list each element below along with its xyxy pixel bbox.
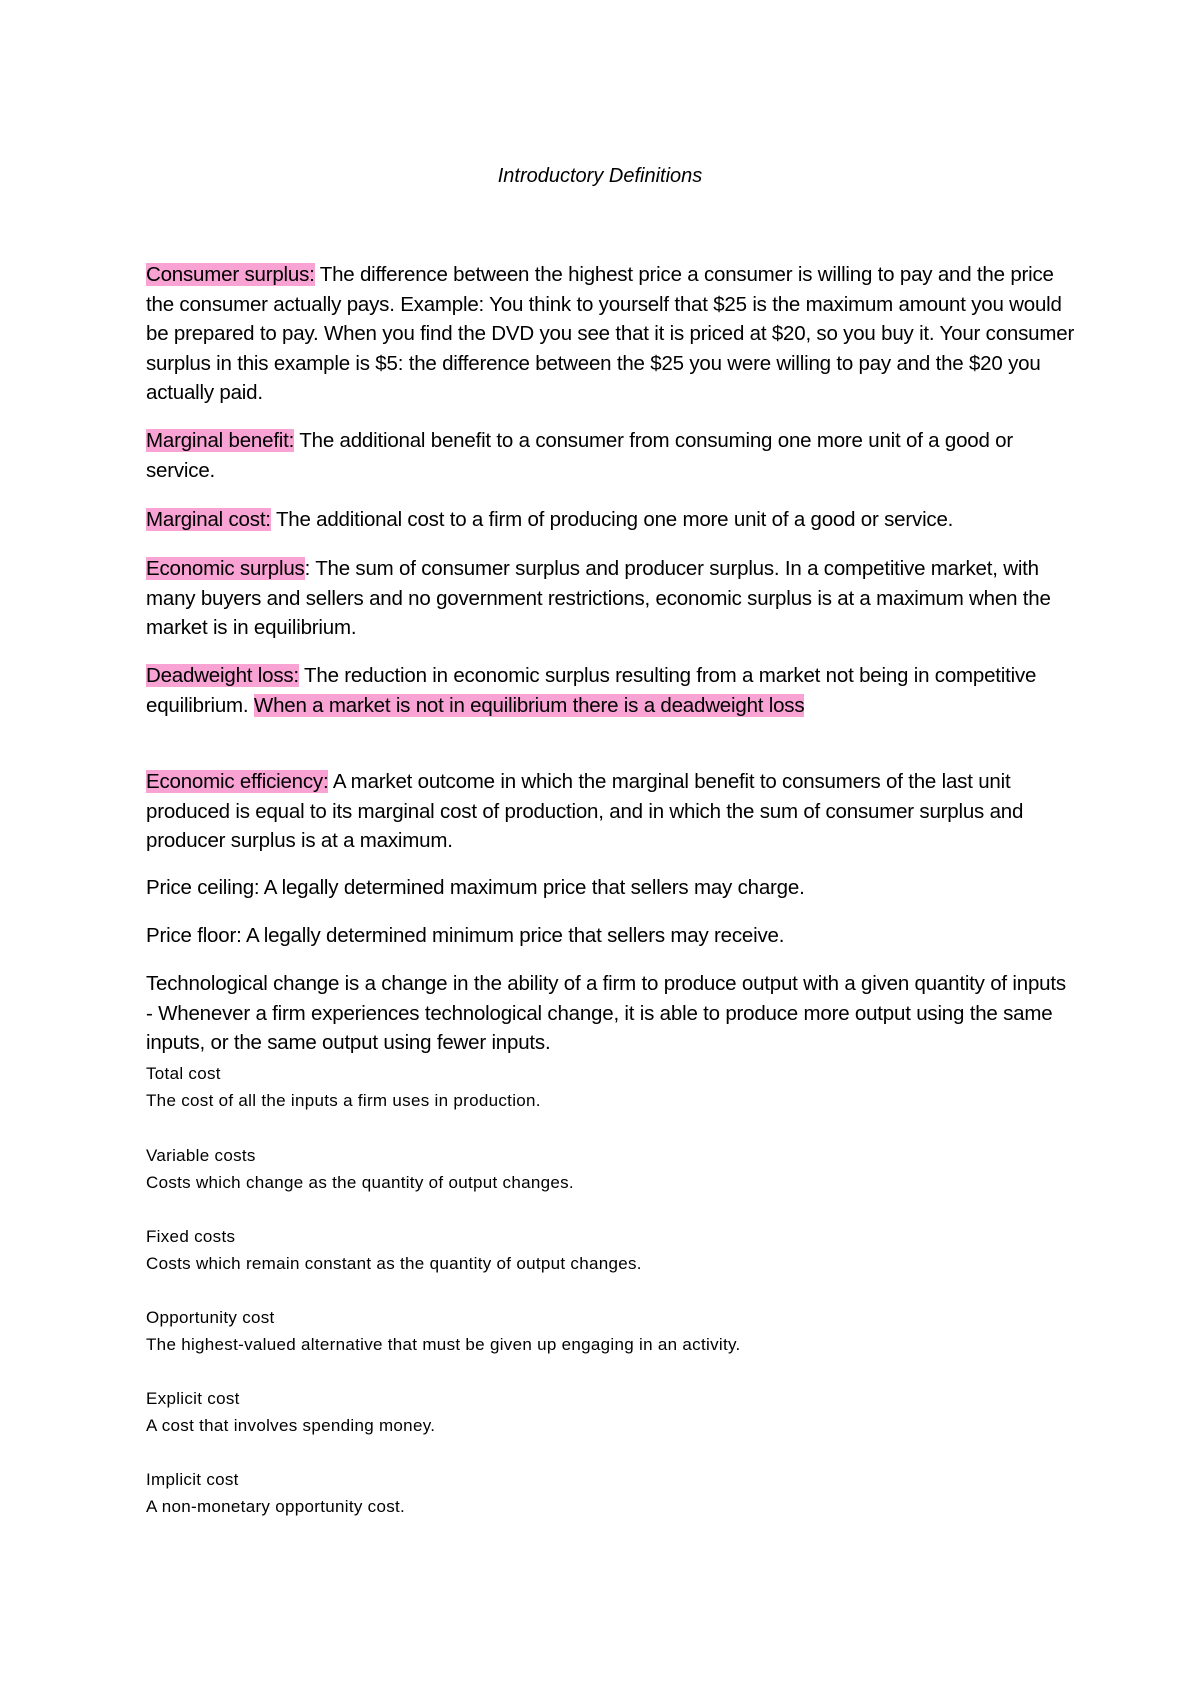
term-highlight: Consumer surplus: xyxy=(146,263,315,286)
cost-term: Implicit cost xyxy=(146,1470,239,1489)
definition-text: A market outcome in which the marginal benefit to consumers of the last unit produced is equal to its marginal cost of production, and in which the sum of consumer surplus and producer surplus is at a maximum. xyxy=(146,770,1024,852)
cost-term: Total cost xyxy=(146,1064,221,1083)
definition-text: : The sum of consumer surplus and producer surplus. In a competitive market, with many buyers and sellers and no government restrictions, economic surplus is at a maximum when the market is in equilibrium. xyxy=(146,557,1051,639)
cost-definition: Costs which remain constant as the quantity of output changes. xyxy=(146,1254,642,1273)
cost-item-variable-costs xyxy=(146,1142,1076,1196)
cost-term: Explicit cost xyxy=(146,1389,240,1408)
definition-deadweight-loss xyxy=(146,661,1076,720)
term-highlight: Marginal cost: xyxy=(146,508,271,531)
cost-item-opportunity-cost xyxy=(146,1304,1076,1358)
definition-consumer-surplus xyxy=(146,260,1076,408)
cost-item-total-cost xyxy=(146,1060,1076,1114)
cost-term: Fixed costs xyxy=(146,1227,236,1246)
cost-definition: A non-monetary opportunity cost. xyxy=(146,1497,406,1516)
highlighted-note: When a market is not in equilibrium there is a deadweight loss xyxy=(253,693,805,717)
cost-term: Opportunity cost xyxy=(146,1308,275,1327)
cost-definition: The cost of all the inputs a firm uses in production. xyxy=(146,1091,541,1110)
definition-marginal-cost xyxy=(146,505,1076,535)
cost-item-fixed-costs xyxy=(146,1223,1076,1277)
definition-marginal-benefit xyxy=(146,426,1076,485)
cost-item-explicit-cost xyxy=(146,1385,1076,1439)
definition-text: The difference between the highest price a consumer is willing to pay and the price the consumer actually pays. Example: You think to yourself that $25 is the maximum amount you would be prepared to pay. When you find the DVD you see that it is priced at $20, so you buy it. Your consumer surplus in this example is $5: the difference between the $25 you were willing to pay and the $20 you actually paid. xyxy=(146,263,1075,404)
term-highlight: Economic efficiency: xyxy=(146,770,329,793)
cost-definition: The highest-valued alternative that must be given up engaging in an activity. xyxy=(146,1335,741,1354)
definition-price-floor xyxy=(146,921,1076,951)
cost-definition: Costs which change as the quantity of output changes. xyxy=(146,1173,574,1192)
definition-economic-surplus xyxy=(146,554,1076,643)
cost-term: Variable costs xyxy=(146,1146,256,1165)
definition-text: Technological change is a change in the ability of a firm to produce output with a given quantity of inputs - Whenever a firm experiences technological change, it is able to produce more output using the same inputs, or the same output using fewer inputs. xyxy=(146,972,1066,1054)
cost-item-implicit-cost xyxy=(146,1466,1076,1520)
definition-technological-change xyxy=(146,969,1076,1058)
term-highlight: Economic surplus xyxy=(146,557,305,580)
term-highlight: Marginal benefit: xyxy=(146,429,295,452)
definition-text: The reduction in economic surplus resulting from a market not being in competitive equilibrium. xyxy=(146,664,1037,717)
term-highlight: Deadweight loss: xyxy=(146,664,299,687)
cost-definition: A cost that involves spending money. xyxy=(146,1416,436,1435)
definition-text: Price ceiling: A legally determined maximum price that sellers may charge. xyxy=(146,876,805,899)
definition-economic-efficiency xyxy=(146,767,1076,856)
definition-text: Price floor: A legally determined minimum price that sellers may receive. xyxy=(146,924,785,947)
definition-text: The additional benefit to a consumer from consuming one more unit of a good or service. xyxy=(146,429,1014,482)
definition-text: The additional cost to a firm of producing one more unit of a good or service. xyxy=(270,508,954,531)
page-title: Introductory Definitions xyxy=(497,165,703,187)
definition-price-ceiling xyxy=(146,873,1076,903)
